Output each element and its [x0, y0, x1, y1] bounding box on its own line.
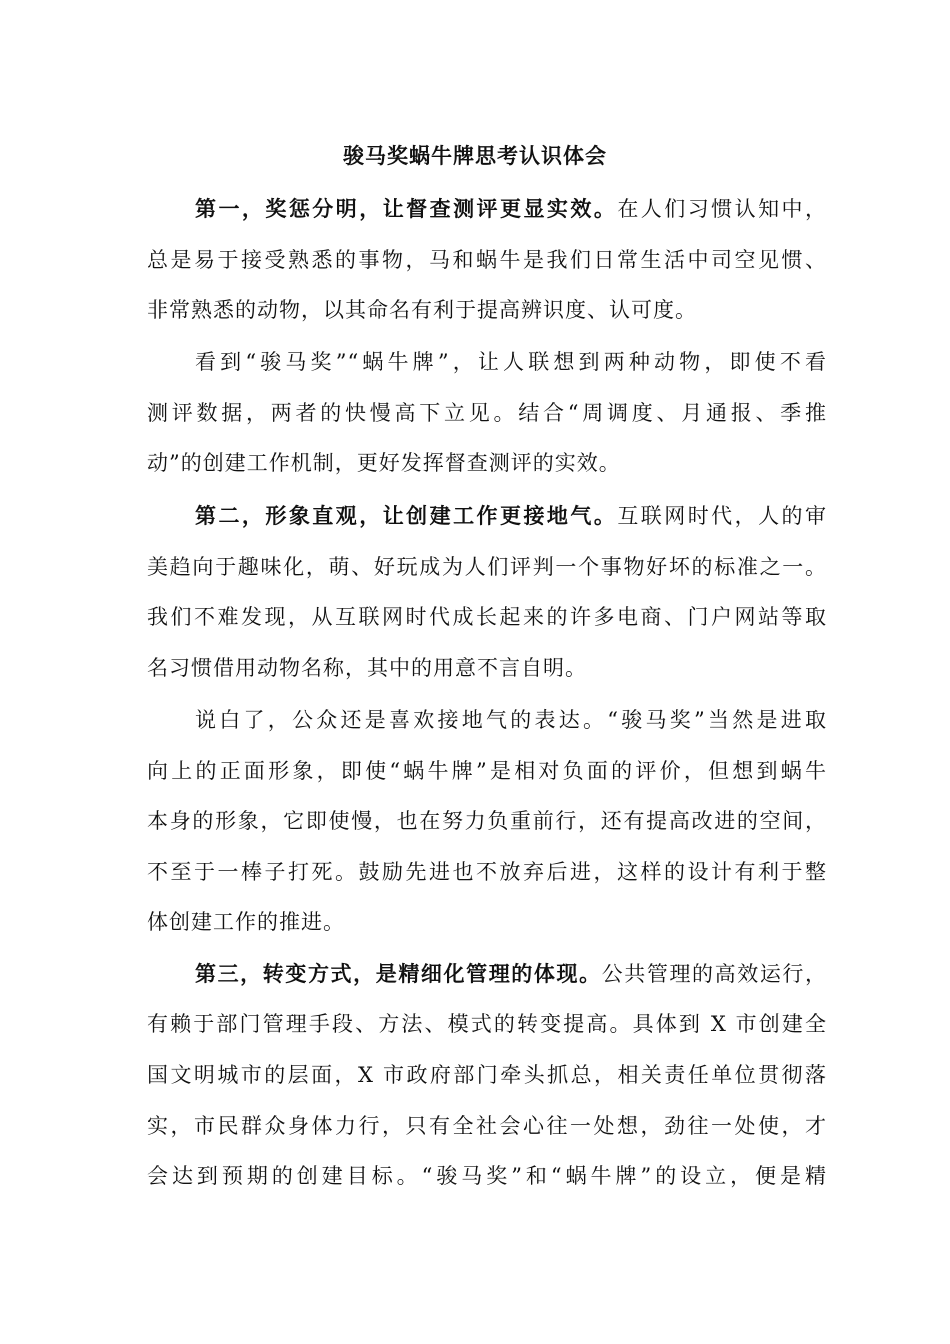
line-text: 有赖于部门管理手段、方法、模式的转变提高。具体到 X 市创建全 [147, 1012, 827, 1036]
line-text: 互联网时代，人的审 [617, 504, 828, 528]
line-text: 动”的创建工作机制，更好发挥督查测评的实效。 [147, 451, 621, 475]
paragraph-5-line-4 [147, 1110, 827, 1142]
paragraph-5-line-3 [147, 1059, 827, 1091]
section-heading-2: 第二，形象直观，让创建工作更接地气。 [195, 503, 618, 528]
paragraph-1-line-3 [147, 294, 827, 326]
line-text: 非常熟悉的动物，以其命名有利于提高辨识度、认可度。 [147, 298, 697, 322]
line-text: 本身的形象，它即使慢，也在努力负重前行，还有提高改进的空间， [147, 809, 827, 833]
line-text: 公共管理的高效运行， [601, 962, 828, 986]
paragraph-2-line-1 [195, 346, 827, 378]
line-text: 体创建工作的推进。 [147, 910, 345, 934]
line-text: 说白了，公众还是喜欢接地气的表达。“骏马奖”当然是进取 [195, 708, 827, 732]
paragraph-2-line-2 [147, 397, 827, 429]
line-text: 不至于一棒子打死。鼓励先进也不放弃后进，这样的设计有利于整 [147, 860, 827, 884]
paragraph-1-line-1 [195, 193, 827, 225]
paragraph-3-line-1 [195, 500, 827, 532]
section-heading-3: 第三，转变方式，是精细化管理的体现。 [195, 961, 602, 986]
line-text: 看到“骏马奖”“蜗牛牌”，让人联想到两种动物，即使不看 [195, 350, 827, 374]
paragraph-5-line-1 [195, 958, 827, 990]
section-heading-1: 第一，奖惩分明，让督查测评更显实效。 [195, 196, 618, 221]
line-text: 总是易于接受熟悉的事物，马和蜗牛是我们日常生活中司空见惯、 [147, 248, 827, 272]
line-text: 向上的正面形象，即使“蜗牛牌”是相对负面的评价，但想到蜗牛 [147, 759, 827, 783]
paragraph-4-line-3 [147, 805, 827, 837]
paragraph-4-line-1 [195, 704, 827, 736]
paragraph-3-line-4 [147, 652, 827, 684]
line-text: 国文明城市的层面，X 市政府部门牵头抓总，相关责任单位贯彻落 [147, 1063, 827, 1087]
line-text: 测评数据，两者的快慢高下立见。结合“周调度、月通报、季推 [147, 401, 827, 425]
line-text: 在人们习惯认知中， [617, 197, 828, 221]
paragraph-4-line-2 [147, 755, 827, 787]
line-text: 会达到预期的创建目标。“骏马奖”和“蜗牛牌”的设立，便是精 [147, 1164, 827, 1188]
paragraph-3-line-3 [147, 601, 827, 633]
line-text: 实，市民群众身体力行，只有全社会心往一处想，劲往一处使，才 [147, 1114, 827, 1138]
paragraph-4-line-5 [147, 906, 827, 938]
line-text: 我们不难发现，从互联网时代成长起来的许多电商、门户网站等取 [147, 605, 827, 629]
paragraph-4-line-4 [147, 856, 827, 888]
document-title: 骏马奖蜗牛牌思考认识体会 [343, 143, 607, 168]
line-text: 美趋向于趣味化，萌、好玩成为人们评判一个事物好坏的标准之一。 [147, 555, 827, 579]
paragraph-5-line-5 [147, 1160, 827, 1192]
paragraph-3-line-2 [147, 551, 827, 583]
paragraph-2-line-3 [147, 447, 827, 479]
paragraph-1-line-2 [147, 244, 827, 276]
line-text: 名习惯借用动物名称，其中的用意不言自明。 [147, 656, 587, 680]
paragraph-5-line-2 [147, 1008, 827, 1040]
